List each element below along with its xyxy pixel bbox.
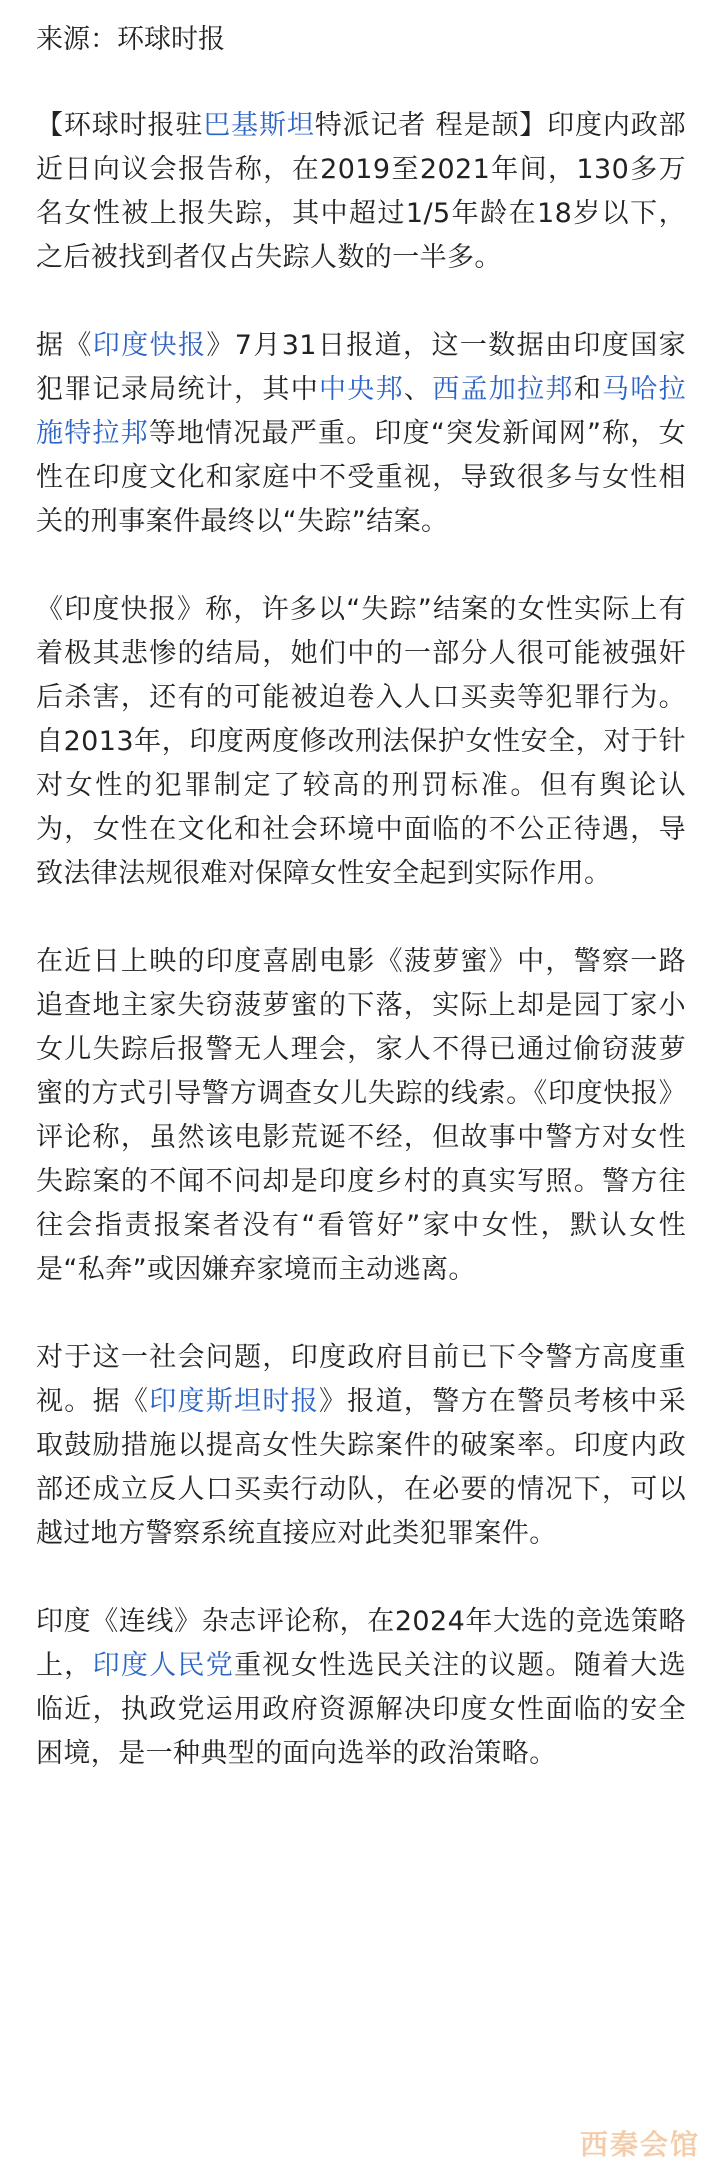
article-paragraph <box>36 324 686 544</box>
article-body <box>36 18 686 1820</box>
paragraph-text: 和 <box>573 374 603 405</box>
keyword-link[interactable]: 巴基斯坦 <box>203 110 315 141</box>
article-paragraph <box>36 588 686 896</box>
paragraph-text: 对于这一社会问题，印度政府目前已下令警方高度重视。据《 <box>36 1342 686 1417</box>
watermark-logo: 西秦会馆 <box>579 2128 700 2161</box>
paragraph-text: 在近日上映的印度喜剧电影《菠萝蜜》中，警察一路追查地主家失窃菠萝蜜的下落，实际上却是园丁家小女儿失踪后报警无人理会，家人不得已通过偷窃菠萝蜜的方式引导警方调查女儿失踪的线索。《印度快报》评论称，虽然该电影荒诞不经，但故事中警方对女性失踪案的不闻不问却是印度乡村的真实写照。警方往往会指责报案者没有“看管好”家中女性，默认女性是“私奔”或因嫌弃家境而主动逃离。 <box>36 946 686 1285</box>
paragraph-text: 》报道，警方在警员考核中采取鼓励措施以提高女性失踪案件的破案率。印度内政部还成立反人口买卖行动队，在必要的情况下，可以越过地方警察系统直接应对此类犯罪案件。 <box>36 1386 686 1549</box>
paragraph-list <box>36 104 686 1776</box>
keyword-link[interactable]: 印度人民党 <box>92 1650 235 1681</box>
paragraph-text: 特派记者 程是颉】印度内政部近日向议会报告称，在2019至2021年间，130多万名女性被上报失踪，其中超过1/5年龄在18岁以下，之后被找到者仅占失踪人数的一半多。 <box>36 110 686 273</box>
paragraph-text: 《印度快报》称，许多以“失踪”结案的女性实际上有着极其悲惨的结局，她们中的一部分人很可能被强奸后杀害，还有的可能被迫卷入人口买卖等犯罪行为。自2013年，印度两度修改刑法保护女性安全，对于针对女性的犯罪制定了较高的刑罚标准。但有舆论认为，女性在文化和社会环境中面临的不公正待遇，导致法律法规很难对保障女性安全起到实际作用。 <box>36 594 686 889</box>
paragraph-text: 、 <box>403 374 433 405</box>
keyword-link[interactable]: 印度斯坦时报 <box>149 1386 319 1417</box>
paragraph-text: 》7月31日报道，这一数据由印度国家犯罪记录局统计，其中 <box>36 330 686 405</box>
paragraph-text: 【环球时报驻 <box>36 110 204 141</box>
article-paragraph <box>36 104 686 280</box>
article-paragraph <box>36 1600 686 1776</box>
article-paragraph <box>36 940 686 1292</box>
article-source: 来源：环球时报 <box>36 24 225 55</box>
paragraph-text: 据《 <box>36 330 93 361</box>
keyword-link[interactable]: 印度快报 <box>92 330 207 361</box>
keyword-link[interactable]: 马哈拉施特拉邦 <box>36 374 687 449</box>
paragraph-text: 重视女性选民关注的议题。随着大选临近，执政党运用政府资源解决印度女性面临的安全困境，是一种典型的面向选举的政治策略。 <box>36 1650 686 1769</box>
article-paragraph <box>36 1336 686 1556</box>
keyword-link[interactable]: 西孟加拉邦 <box>432 374 574 405</box>
paragraph-text: 印度《连线》杂志评论称，在2024年大选的竞选策略上， <box>36 1606 686 1681</box>
keyword-link[interactable]: 中央邦 <box>319 374 404 405</box>
paragraph-text: 等地情况最严重。印度“突发新闻网”称，女性在印度文化和家庭中不受重视，导致很多与女性相关的刑事案件最终以“失踪”结案。 <box>36 418 686 537</box>
